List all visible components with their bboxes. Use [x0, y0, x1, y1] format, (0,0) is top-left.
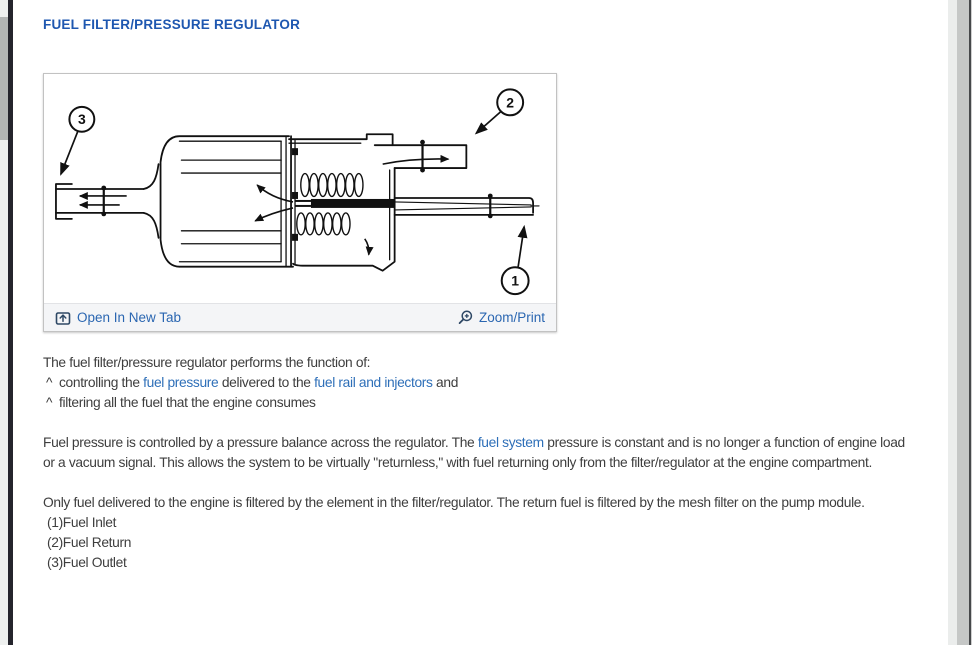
- callout-1-number: 1: [511, 272, 520, 289]
- page-title: FUEL FILTER/PRESSURE REGULATOR: [43, 17, 301, 32]
- fuel-pressure-link[interactable]: fuel pressure: [143, 375, 219, 390]
- callout-3-number: 3: [77, 111, 86, 128]
- legend-item-fuel-inlet: (1)Fuel Inlet: [47, 515, 117, 530]
- article-panel: [13, 0, 948, 645]
- zoom-print-label: Zoom/Print: [478, 310, 545, 325]
- fuel-filter-diagram-image: [44, 74, 556, 303]
- intro-line: The fuel filter/pressure regulator performs the function of:: [43, 355, 371, 370]
- bullet-text: filtering all the fuel that the engine consumes: [59, 395, 316, 410]
- paragraph-pressure-balance: Fuel pressure is controlled by a pressure balance across the regulator. The fuel system pressure is constant and is no longer a function of engine load or a vacuum signal. This allows the system to be virtually "returnless," with fuel returning only from the filter/regulator at the engine compartment.: [43, 435, 905, 470]
- bullet-item-2: [43, 393, 915, 413]
- fuel-rail-and-injectors-link[interactable]: fuel rail and injectors: [314, 375, 433, 390]
- right-gutter: [948, 0, 957, 645]
- bullet-text: controlling the fuel pressure delivered to the fuel rail and injectors and: [59, 375, 459, 390]
- figure-toolbar: [44, 303, 556, 331]
- article-text: [43, 353, 915, 573]
- legend-item-fuel-outlet: (3)Fuel Outlet: [47, 555, 127, 570]
- open-in-new-tab-label: Open In New Tab: [77, 310, 182, 325]
- bullet-caret: ^: [46, 395, 53, 410]
- zoom-in-icon: [458, 310, 473, 325]
- bullet-caret: ^: [46, 375, 53, 390]
- open-in-new-tab-icon: [55, 310, 71, 326]
- callout-2-number: 2: [506, 94, 515, 111]
- figure-box: [43, 73, 557, 332]
- right-scrollbar-track[interactable]: [957, 0, 969, 645]
- open-in-new-tab-link[interactable]: [55, 310, 181, 326]
- zoom-print-link[interactable]: [458, 310, 545, 325]
- fuel-system-link[interactable]: fuel system: [477, 435, 544, 450]
- legend: [43, 513, 915, 573]
- fuel-filter-diagram: [44, 74, 556, 303]
- bullet-item-1: [43, 373, 915, 393]
- legend-item-fuel-return: (2)Fuel Return: [47, 535, 132, 550]
- left-scrollbar-thumb[interactable]: [0, 17, 8, 140]
- paragraph-filtering: Only fuel delivered to the engine is filtered by the element in the filter/regulator. The return fuel is filtered by the mesh filter on the pump module.: [43, 495, 865, 510]
